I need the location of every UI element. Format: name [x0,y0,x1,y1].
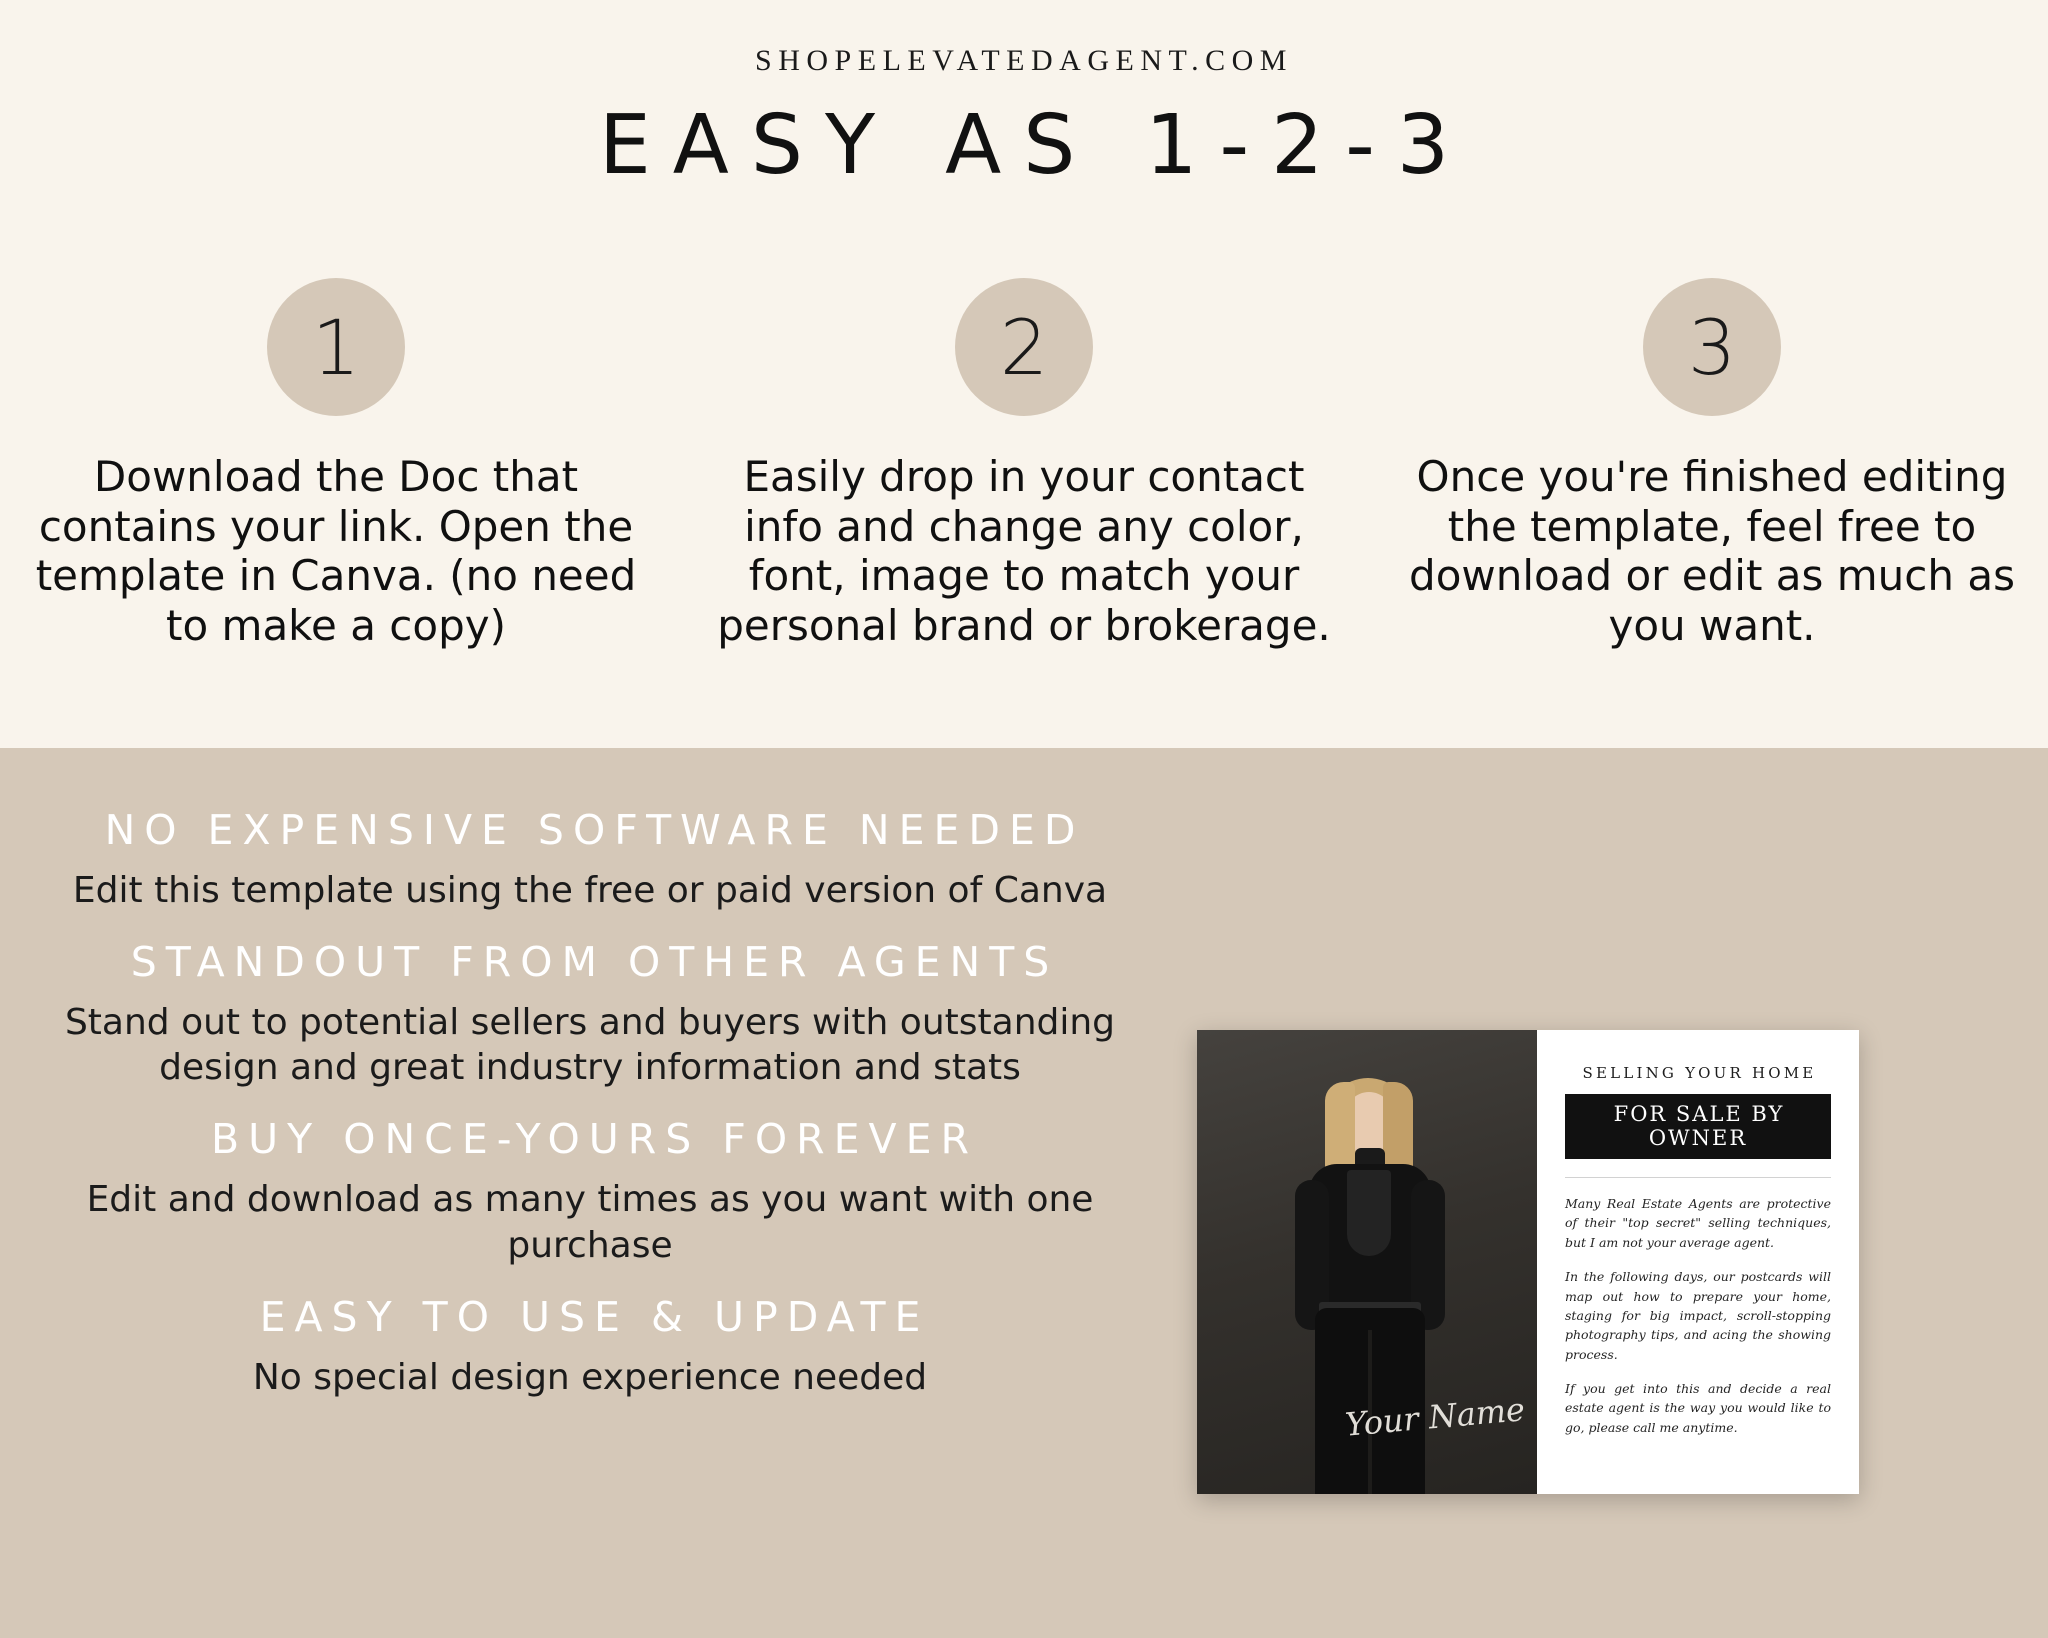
feature-item [0,1115,1180,1268]
feature-body: No special design experience needed [252,1356,928,1398]
figure-lapel [1347,1170,1391,1256]
feature-title: BUY ONCE-YOURS FOREVER [211,1115,978,1164]
step-item [20,278,652,650]
feature-item [0,806,1180,914]
feature-item [0,1293,1180,1401]
feature-title: STANDOUT FROM OTHER AGENTS [130,937,1059,986]
top-section [0,0,2048,748]
step-description: Once you're finished editing the template, feel free to download or edit as much as you want. [1409,452,2015,650]
feature-body: Edit and download as many times as you want with one purchase [86,1179,1094,1266]
step-number-badge: 2 [955,278,1093,416]
postcard-banner: FOR SALE BY OWNER [1565,1094,1831,1159]
site-url: SHOPELEVATEDAGENT.COM [755,44,1293,77]
features-list [0,806,1180,1424]
signature-text: Your Name [1343,1390,1527,1444]
page-title: EASY AS 1-2-3 [598,98,1471,193]
postcard-title: SELLING YOUR HOME [1582,1064,1817,1082]
divider [1565,1177,1831,1178]
feature-item [0,938,1180,1091]
feature-body: Edit this template using the free or paid version of Canva [72,870,1108,911]
steps-row [0,278,2048,650]
postcard-back [1537,1030,1859,1494]
feature-body: Stand out to potential sellers and buyers with outstanding design and great industry information and stats [64,1001,1116,1089]
step-description: Download the Doc that contains your link. Open the template in Canva. (no need to make a copy) [35,452,637,650]
step-item [708,278,1340,650]
step-description: Easily drop in your contact info and change any color, font, image to match your personal brand or brokerage. [717,452,1331,650]
postcard-paragraph: In the following days, our postcards will map out how to prepare your home, staging for big impact, scroll-stopping photography tips, and acing the showing process. [1565,1269,1831,1362]
step-item [1396,278,2028,650]
postcard-mockup [1197,1030,1859,1494]
step-number-badge: 1 [267,278,405,416]
postcard-paragraph: If you get into this and decide a real estate agent is the way you would like to go, please call me anytime. [1565,1381,1831,1435]
feature-title: NO EXPENSIVE SOFTWARE NEEDED [104,806,1085,854]
step-number-badge: 3 [1643,278,1781,416]
feature-title: EASY TO USE & UPDATE [259,1292,930,1341]
postcard-paragraph: Many Real Estate Agents are protective of their "top secret" selling techniques, but I am not your average agent. [1565,1196,1831,1250]
agent-photo [1197,1030,1537,1494]
